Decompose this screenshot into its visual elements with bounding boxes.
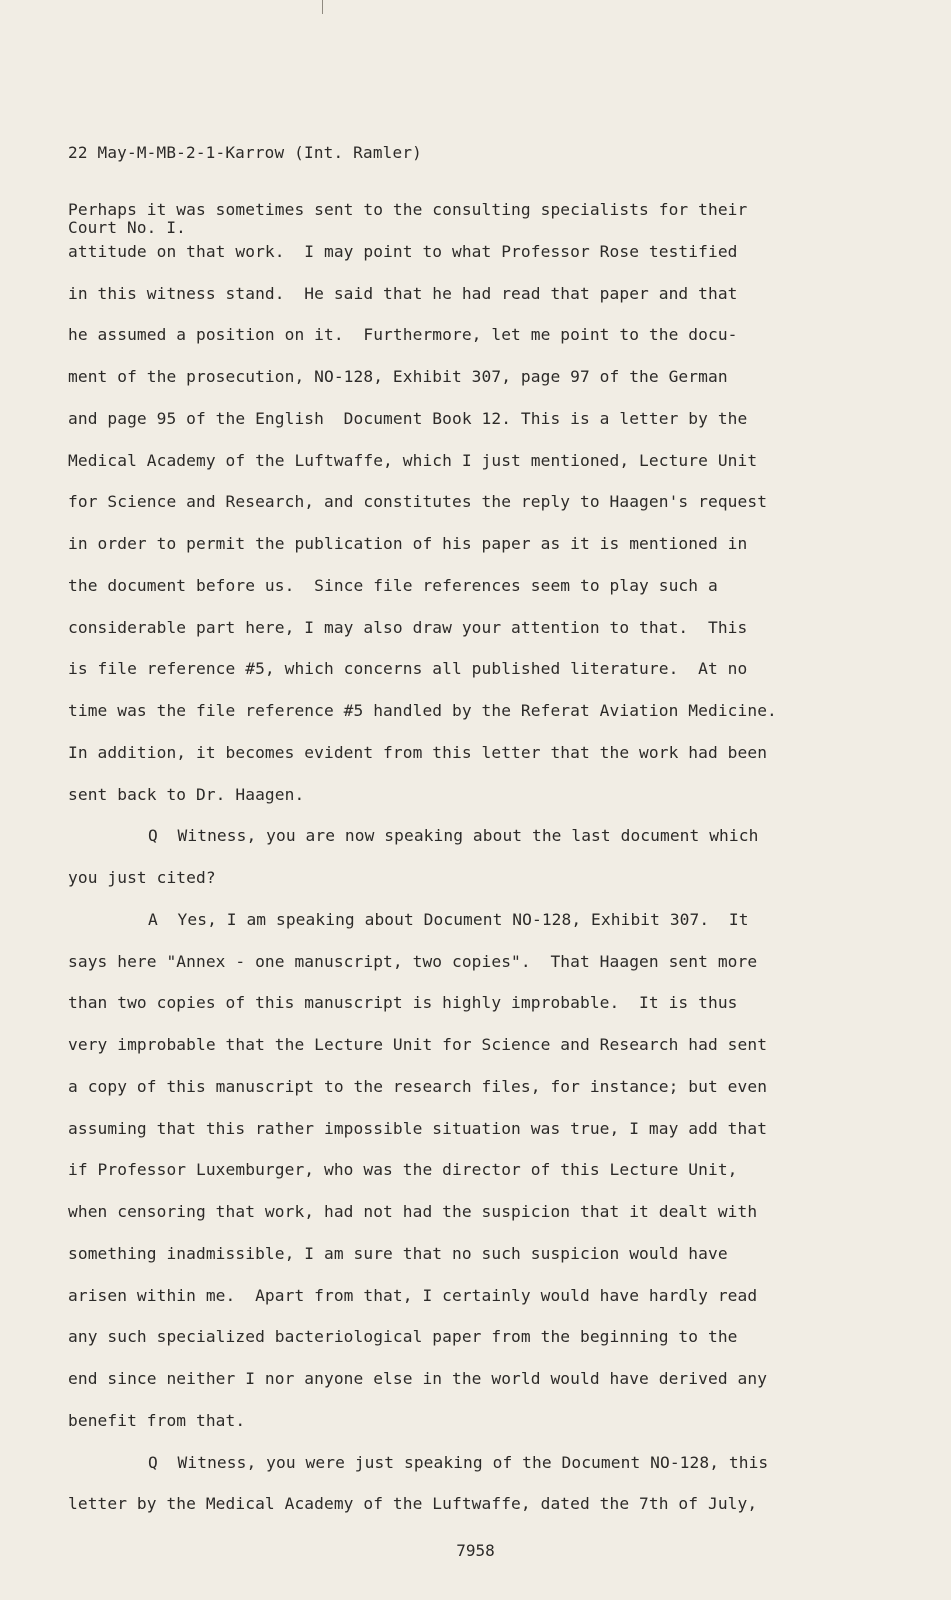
transcript-line: in this witness stand. He said that he had read that paper and that <box>68 283 738 303</box>
transcript-line: than two copies of this manuscript is highly improbable. It is thus <box>68 993 738 1013</box>
transcript-line: attitude on that work. I may point to what Professor Rose testified <box>68 241 738 261</box>
transcript-line: if Professor Luxemburger, who was the director of this Lecture Unit, <box>68 1160 738 1180</box>
transcript-line: is file reference #5, which concerns all published literature. At no <box>68 659 748 679</box>
transcript-line: In addition, it becomes evident from this letter that the work had been <box>68 742 768 762</box>
transcript-line: considerable part here, I may also draw your attention to that. This <box>68 617 748 637</box>
transcript-line: any such specialized bacteriological paper from the beginning to the <box>68 1327 738 1347</box>
transcript-line: says here "Annex - one manuscript, two copies". That Haagen sent more <box>68 951 758 971</box>
transcript-line: letter by the Medical Academy of the Luftwaffe, dated the 7th of July, <box>68 1494 758 1514</box>
transcript-line: arisen within me. Apart from that, I certainly would have hardly read <box>68 1285 758 1305</box>
answer-line: A Yes, I am speaking about Document NO-128, Exhibit 307. It <box>148 909 749 929</box>
transcript-line: the document before us. Since file references seem to play such a <box>68 575 718 595</box>
transcript-line: and page 95 of the English Document Book 12. This is a letter by the <box>68 408 748 428</box>
transcript-line: Perhaps it was sometimes sent to the consulting specialists for their <box>68 200 748 219</box>
question-line: Q Witness, you are now speaking about the last document which <box>148 826 759 846</box>
transcript-line: a copy of this manuscript to the research files, for instance; but even <box>68 1076 768 1096</box>
testimony-transcript <box>68 189 828 1525</box>
question-line: Q Witness, you were just speaking of the Document NO-128, this <box>148 1452 769 1472</box>
transcript-line: sent back to Dr. Haagen. <box>68 784 305 804</box>
page-number: 7958 <box>456 1541 495 1560</box>
transcript-line: in order to permit the publication of his paper as it is mentioned in <box>68 534 748 553</box>
top-edge-mark <box>322 0 323 14</box>
transcript-line: ment of the prosecution, NO-128, Exhibit 307, page 97 of the German <box>68 367 728 386</box>
transcript-line: benefit from that. <box>68 1410 246 1430</box>
transcript-line: end since neither I nor anyone else in the world would have derived any <box>68 1369 768 1388</box>
transcript-line: Medical Academy of the Luftwaffe, which I just mentioned, Lecture Unit <box>68 450 758 470</box>
transcript-line: something inadmissible, I am sure that no such suspicion would have <box>68 1243 728 1263</box>
transcript-line: he assumed a position on it. Furthermore, let me point to the docu- <box>68 325 738 345</box>
transcript-line: for Science and Research, and constitutes the reply to Haagen's request <box>68 492 768 512</box>
header-case-reference: 22 May-M-MB-2-1-Karrow (Int. Ramler) <box>68 143 422 162</box>
transcript-line: you just cited? <box>68 868 216 887</box>
transcript-line: time was the file reference #5 handled by the Referat Aviation Medicine. <box>68 701 777 720</box>
transcript-line: when censoring that work, had not had the suspicion that it dealt with <box>68 1202 758 1221</box>
transcript-line: assuming that this rather impossible situation was true, I may add that <box>68 1118 768 1138</box>
header-court-number: Court No. I. <box>68 218 186 237</box>
transcript-line: very improbable that the Lecture Unit for Science and Research had sent <box>68 1035 768 1054</box>
